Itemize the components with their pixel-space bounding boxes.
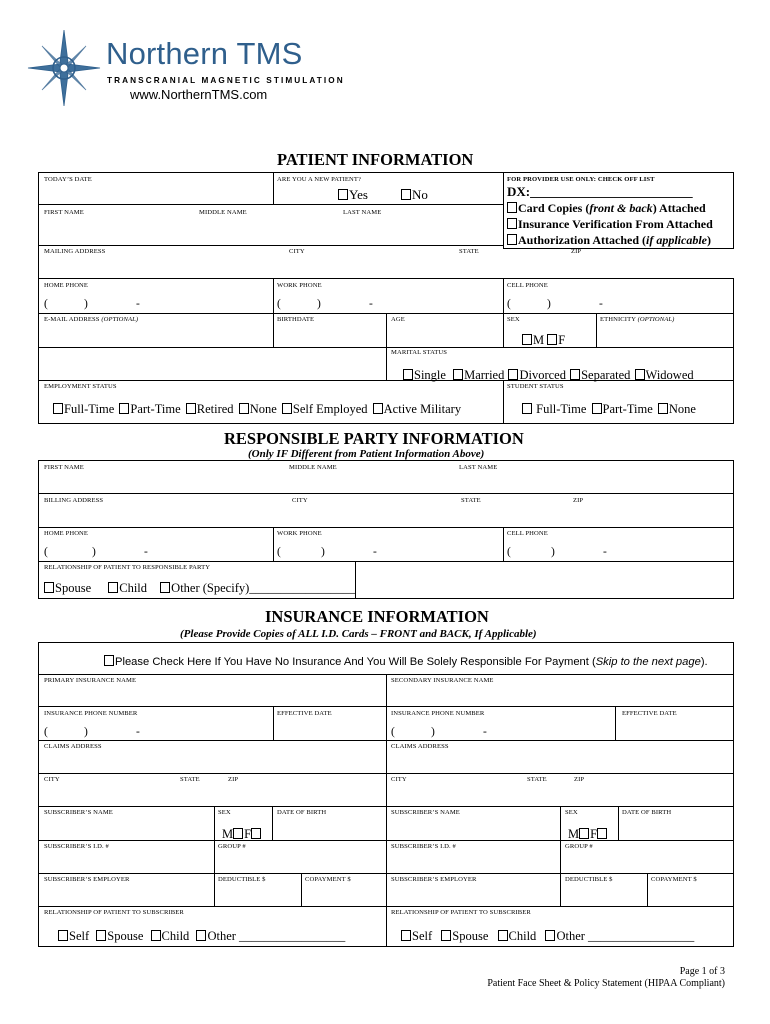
- checkbox[interactable]: [508, 369, 518, 380]
- insurance-subtitle: (Please Provide Copies of ALL I.D. Cards – FRONT and BACK, If Applicable): [180, 628, 537, 640]
- cell-phone-label: CELL PHONE: [507, 282, 548, 289]
- brand-name: Northern TMS: [106, 36, 303, 71]
- work-phone-field[interactable]: ( ) -: [277, 298, 373, 310]
- checkbox[interactable]: [658, 403, 668, 414]
- checkbox[interactable]: [196, 930, 206, 941]
- checkbox[interactable]: [338, 189, 348, 200]
- secondary-copayment-label: COPAYMENT $: [651, 876, 697, 883]
- checkbox[interactable]: [635, 369, 645, 380]
- primary-sex-options[interactable]: M F: [222, 827, 262, 842]
- primary-insurance-label: PRIMARY INSURANCE NAME: [44, 677, 137, 684]
- email-label: E-MAIL ADDRESS (OPTIONAL): [44, 316, 139, 323]
- checkbox[interactable]: [592, 403, 602, 414]
- checkbox[interactable]: [96, 930, 106, 941]
- brand-tagline: TRANSCRANIAL MAGNETIC STIMULATION: [107, 76, 345, 85]
- checkbox[interactable]: [597, 828, 607, 839]
- checkbox[interactable]: [53, 403, 63, 414]
- provider-use-label: FOR PROVIDER USE ONLY: CHECK OFF LIST: [507, 176, 655, 183]
- checkbox[interactable]: [282, 403, 292, 414]
- secondary-city-label: CITY: [391, 776, 407, 783]
- rp-work-phone-label: WORK PHONE: [277, 530, 322, 537]
- checkbox[interactable]: [547, 334, 557, 345]
- primary-deductible-label: DEDUCTIBLE $: [218, 876, 266, 883]
- secondary-insurance-label: SECONDARY INSURANCE NAME: [391, 677, 494, 684]
- checkbox[interactable]: [108, 582, 118, 593]
- checkbox[interactable]: [186, 403, 196, 414]
- sex-options[interactable]: M F: [522, 333, 565, 348]
- new-patient-label: ARE YOU A NEW PATIENT?: [277, 176, 362, 183]
- rp-billing-address-label: BILLING ADDRESS: [44, 497, 104, 504]
- last-name-label: LAST NAME: [343, 209, 382, 216]
- secondary-deductible-label: DEDUCTIBLE $: [565, 876, 613, 883]
- checkbox[interactable]: [507, 202, 517, 213]
- birthdate-label: BIRTHDATE: [277, 316, 315, 323]
- primary-state-label: STATE: [180, 776, 200, 783]
- primary-group-label: GROUP #: [218, 843, 246, 850]
- student-status-label: STUDENT STATUS: [507, 383, 564, 390]
- checkbox[interactable]: [44, 582, 54, 593]
- page-number: Page 1 of 3: [679, 966, 725, 977]
- state-label: STATE: [459, 248, 479, 255]
- secondary-zip-label: ZIP: [574, 776, 585, 783]
- student-options[interactable]: Full-Time Part-Time None: [522, 402, 696, 417]
- rp-relationship-label: RELATIONSHIP OF PATIENT TO RESPONSIBLE PARTY: [44, 564, 211, 571]
- checkbox[interactable]: [160, 582, 170, 593]
- checkbox[interactable]: [522, 403, 532, 414]
- checkbox[interactable]: [545, 930, 555, 941]
- primary-city-label: CITY: [44, 776, 60, 783]
- primary-employer-label: SUBSCRIBER’S EMPLOYER: [44, 876, 130, 883]
- primary-copayment-label: COPAYMENT $: [305, 876, 351, 883]
- todays-date-label: TODAY’S DATE: [44, 176, 92, 183]
- brand-url: www.NorthernTMS.com: [130, 87, 268, 102]
- responsible-subtitle: (Only IF Different from Patient Information Above): [248, 448, 485, 460]
- rp-first-name-label: FIRST NAME: [44, 464, 84, 471]
- primary-zip-label: ZIP: [228, 776, 239, 783]
- rp-state-label: STATE: [461, 497, 481, 504]
- home-phone-label: HOME PHONE: [44, 282, 89, 289]
- cell-phone-field[interactable]: ( ) -: [507, 298, 603, 310]
- document-title: Patient Face Sheet & Policy Statement (HIPAA Compliant): [487, 978, 725, 989]
- primary-relationship-options[interactable]: Self Spouse Child Other _________________: [58, 929, 345, 944]
- marital-options[interactable]: Single Married Divorced Separated Widowed: [403, 368, 694, 383]
- secondary-group-label: GROUP #: [565, 843, 593, 850]
- secondary-effective-date-label: EFFECTIVE DATE: [622, 710, 677, 717]
- checkbox[interactable]: [233, 828, 243, 839]
- primary-subscriber-id-label: SUBSCRIBER’S I.D. #: [44, 843, 109, 850]
- rp-relationship-options[interactable]: Spouse Child Other (Specify)_________________: [44, 581, 356, 596]
- rp-zip-label: ZIP: [573, 497, 584, 504]
- work-phone-label: WORK PHONE: [277, 282, 322, 289]
- primary-dob-label: DATE OF BIRTH: [277, 809, 327, 816]
- checkbox[interactable]: [522, 334, 532, 345]
- rp-city-label: CITY: [292, 497, 308, 504]
- secondary-ins-phone-label: INSURANCE PHONE NUMBER: [391, 710, 485, 717]
- checkbox[interactable]: [507, 218, 517, 229]
- sex-label: SEX: [507, 316, 520, 323]
- marital-status-label: MARITAL STATUS: [391, 349, 447, 356]
- dx-field[interactable]: DX:_________________________: [507, 184, 693, 199]
- city-label: CITY: [289, 248, 305, 255]
- home-phone-field[interactable]: ( ) -: [44, 298, 140, 310]
- age-label: AGE: [391, 316, 405, 323]
- rp-middle-name-label: MIDDLE NAME: [289, 464, 337, 471]
- secondary-sex-options[interactable]: M F: [568, 827, 608, 842]
- secondary-subscriber-name-label: SUBSCRIBER’S NAME: [391, 809, 460, 816]
- secondary-sex-label: SEX: [565, 809, 578, 816]
- new-patient-yes[interactable]: Yes: [338, 187, 368, 203]
- primary-sex-label: SEX: [218, 809, 231, 816]
- rp-billing-address-field[interactable]: [40, 506, 730, 525]
- ethnicity-label: ETHNICITY (OPTIONAL): [600, 316, 675, 323]
- primary-subscriber-name-label: SUBSCRIBER’S NAME: [44, 809, 113, 816]
- patient-section-title: PATIENT INFORMATION: [277, 150, 474, 169]
- checkbox[interactable]: [401, 930, 411, 941]
- checkbox[interactable]: [498, 930, 508, 941]
- compass-star-icon: [26, 28, 102, 108]
- primary-ins-phone-label: INSURANCE PHONE NUMBER: [44, 710, 138, 717]
- employment-options[interactable]: Full-Time Part-Time Retired None Self Employed Active Military: [53, 402, 461, 417]
- card-copies-check[interactable]: Card Copies (front & back) Attached: [507, 201, 706, 216]
- checkbox[interactable]: [570, 369, 580, 380]
- checkbox[interactable]: [58, 930, 68, 941]
- checkbox[interactable]: [373, 403, 383, 414]
- rp-work-phone-field[interactable]: ( ) -: [277, 546, 377, 558]
- secondary-relationship-options[interactable]: Self Spouse Child Other _________________: [401, 929, 694, 944]
- employment-status-label: EMPLOYMENT STATUS: [44, 383, 117, 390]
- checkbox[interactable]: [239, 403, 249, 414]
- checkbox[interactable]: [401, 189, 411, 200]
- responsible-section-title: RESPONSIBLE PARTY INFORMATION: [224, 429, 524, 448]
- secondary-relationship-label: RELATIONSHIP OF PATIENT TO SUBSCRIBER: [391, 909, 531, 916]
- middle-name-label: MIDDLE NAME: [199, 209, 247, 216]
- rp-home-phone-field[interactable]: ( ) -: [44, 546, 148, 558]
- secondary-employer-label: SUBSCRIBER’S EMPLOYER: [391, 876, 477, 883]
- rp-last-name-label: LAST NAME: [459, 464, 498, 471]
- checkbox[interactable]: [453, 369, 463, 380]
- secondary-state-label: STATE: [527, 776, 547, 783]
- insurance-verification-check[interactable]: Insurance Verification From Attached: [507, 217, 713, 232]
- insurance-section-title: INSURANCE INFORMATION: [265, 607, 489, 626]
- first-name-label: FIRST NAME: [44, 209, 84, 216]
- checkbox[interactable]: [151, 930, 161, 941]
- new-patient-no[interactable]: No: [401, 187, 428, 203]
- brand-logo: [26, 28, 346, 108]
- secondary-subscriber-id-label: SUBSCRIBER’S I.D. #: [391, 843, 456, 850]
- mailing-address-field[interactable]: [40, 257, 730, 276]
- checkbox[interactable]: [507, 234, 517, 245]
- secondary-claims-address-label: CLAIMS ADDRESS: [391, 743, 449, 750]
- primary-effective-date-label: EFFECTIVE DATE: [277, 710, 332, 717]
- todays-date-field[interactable]: [40, 186, 270, 202]
- rp-name-field[interactable]: [40, 473, 730, 491]
- rp-home-phone-label: HOME PHONE: [44, 530, 89, 537]
- rp-cell-phone-field[interactable]: ( ) -: [507, 546, 607, 558]
- mailing-address-label: MAILING ADDRESS: [44, 248, 106, 255]
- checkbox[interactable]: [119, 403, 129, 414]
- checkbox[interactable]: [251, 828, 261, 839]
- no-insurance-check[interactable]: Please Check Here If You Have No Insurance And You Will Be Solely Responsible For Payment (Skip to the next page).: [104, 655, 708, 668]
- authorization-check[interactable]: Authorization Attached (if applicable): [507, 233, 711, 248]
- checkbox[interactable]: [104, 655, 114, 666]
- checkbox[interactable]: [403, 369, 413, 380]
- zip-label: ZIP: [571, 248, 582, 255]
- checkbox[interactable]: [441, 930, 451, 941]
- rp-cell-phone-label: CELL PHONE: [507, 530, 548, 537]
- patient-name-field[interactable]: [40, 218, 502, 243]
- primary-ins-phone-field[interactable]: ( ) -: [44, 726, 140, 738]
- primary-claims-address-label: CLAIMS ADDRESS: [44, 743, 102, 750]
- secondary-dob-label: DATE OF BIRTH: [622, 809, 672, 816]
- secondary-ins-phone-field[interactable]: ( ) -: [391, 726, 487, 738]
- checkbox[interactable]: [579, 828, 589, 839]
- primary-relationship-label: RELATIONSHIP OF PATIENT TO SUBSCRIBER: [44, 909, 184, 916]
